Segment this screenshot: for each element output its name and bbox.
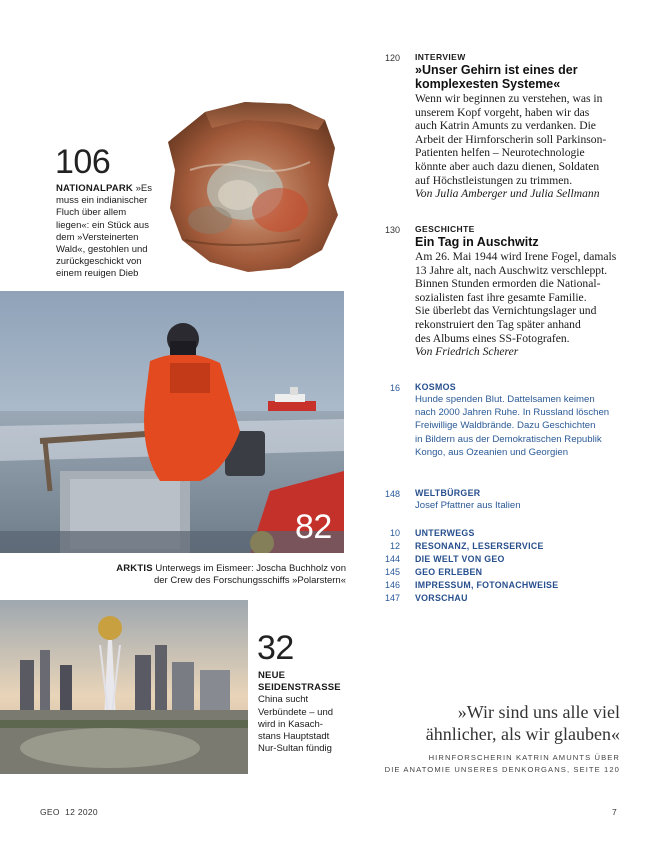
pull-quote-line-2: ähnlicher, als wir glauben« (425, 724, 620, 744)
interview-headline-1: »Unser Gehirn ist eines der (415, 63, 578, 77)
rubric-page-number: 145 (384, 567, 400, 577)
rubric-row (376, 580, 646, 593)
arctic-boat-photo (0, 291, 344, 553)
rubric-row (376, 593, 646, 606)
rubric-list (376, 528, 646, 606)
nationalpark-kicker: NATIONALPARK (56, 183, 133, 194)
weltbuerger-page-number: 148 (384, 489, 400, 499)
kosmos-entry (415, 382, 647, 459)
weltbuerger-body: Josef Pfattner aus Italien (415, 500, 521, 511)
kosmos-kicker: KOSMOS (415, 382, 456, 392)
rubric-row (376, 528, 646, 541)
rubric-label: GEO ERLEBEN (415, 567, 483, 577)
footer-page-number: 7 (612, 807, 618, 817)
geschichte-kicker: GESCHICHTE (415, 224, 475, 234)
arktis-caption: ARKTIS Unterwegs im Eismeer: Joscha Buchholz von der Crew des Forschungsschiffs »Polarstern« (116, 563, 346, 587)
kosmos-page-number: 16 (389, 383, 400, 393)
pull-quote (370, 701, 620, 776)
rubric-page-number: 146 (384, 580, 400, 590)
rubric-label: IMPRESSUM, FOTONACHWEISE (415, 580, 559, 590)
interview-entry (415, 52, 635, 201)
rubric-row (376, 554, 646, 567)
geschichte-entry (415, 224, 635, 359)
interview-byline: Von Julia Amberger und Julia Sellmann (415, 187, 600, 201)
rubric-row (376, 567, 646, 580)
weltbuerger-entry (415, 488, 647, 512)
interview-body: Wenn wir beginnen zu verstehen, was in unserem Kopf vorgeht, haben wir das auch Katrin Amunts zu verdanken. Die Arbeit der Hirnforscherin soll Parkinson- Patienten helfen – Neurotechnologie könnte aber auch dazu dienen, Soldaten auf Höchstleistungen zu trimmen. (415, 92, 607, 187)
pull-quote-credit-2: DIE ANATOMIE UNSERES DENKORGANS, SEITE 120 (384, 765, 620, 774)
rubric-page-number: 144 (384, 554, 400, 564)
pull-quote-line-1: »Wir sind uns alle viel (457, 702, 620, 722)
interview-page-number: 120 (384, 53, 400, 63)
seidenstrasse-page-number: 32 (257, 629, 294, 667)
rubric-label: VORSCHAU (415, 593, 468, 603)
rubric-label: DIE WELT VON GEO (415, 554, 505, 564)
seidenstrasse-caption: NEUE SEIDENSTRASSE China sucht Verbündete – und wird in Kasach- stans Hauptstadt Nur-Sultan fündig (258, 670, 341, 755)
rubric-page-number: 147 (384, 593, 400, 603)
rubric-page-number: 12 (389, 541, 400, 551)
seidenstrasse-kicker-2: SEIDENSTRASSE (258, 682, 341, 694)
footer-issue: GEO 12 2020 (40, 807, 98, 817)
geschichte-page-number: 130 (384, 225, 400, 235)
rubric-row (376, 541, 646, 554)
nationalpark-page-number: 106 (55, 143, 111, 181)
interview-headline-2: komplexesten Systeme« (415, 77, 561, 91)
arktis-kicker: ARKTIS (116, 563, 153, 574)
nationalpark-caption: NATIONALPARK »Es muss ein indianischer Fluch über allem liegen«: ein Stück aus dem »Versteinerten Wald«, gestohlen und zurückgeschickt von einem reuigen Dieb (56, 183, 153, 280)
kosmos-body: Hunde spenden Blut. Dattelsamen keimen nach 2000 Jahren Ruhe. In Russland löschen Freiwillige Waldbrände. Dazu Geschichten in Bildern aus der Demokratischen Republik Kongo, aus Ozeanien und Georgien (415, 394, 610, 458)
pull-quote-credit-1: HIRNFORSCHERIN KATRIN AMUNTS ÜBER (428, 753, 620, 762)
rubric-label: RESONANZ, LESERSERVICE (415, 541, 544, 551)
nur-sultan-city-photo (0, 600, 248, 774)
seidenstrasse-kicker-1: NEUE (258, 670, 286, 681)
rubric-label: UNTERWEGS (415, 528, 475, 538)
interview-kicker: INTERVIEW (415, 52, 466, 62)
arktis-page-number: 82 (295, 508, 332, 546)
geschichte-headline: Ein Tag in Auschwitz (415, 235, 539, 249)
rubric-page-number: 10 (389, 528, 400, 538)
geschichte-body: Am 26. Mai 1944 wird Irene Fogel, damals 13 Jahre alt, nach Auschwitz verschleppt. Binnen Stunden ermorden die National- sozialisten fast ihre gesamte Familie. Sie überlebt das Vernichtungslager und rekonstruiert den Tag später anhand des Albums eines SS-Fotografen. (415, 250, 617, 345)
geschichte-byline: Von Friedrich Scherer (415, 345, 519, 359)
weltbuerger-kicker: WELTBÜRGER (415, 488, 481, 498)
